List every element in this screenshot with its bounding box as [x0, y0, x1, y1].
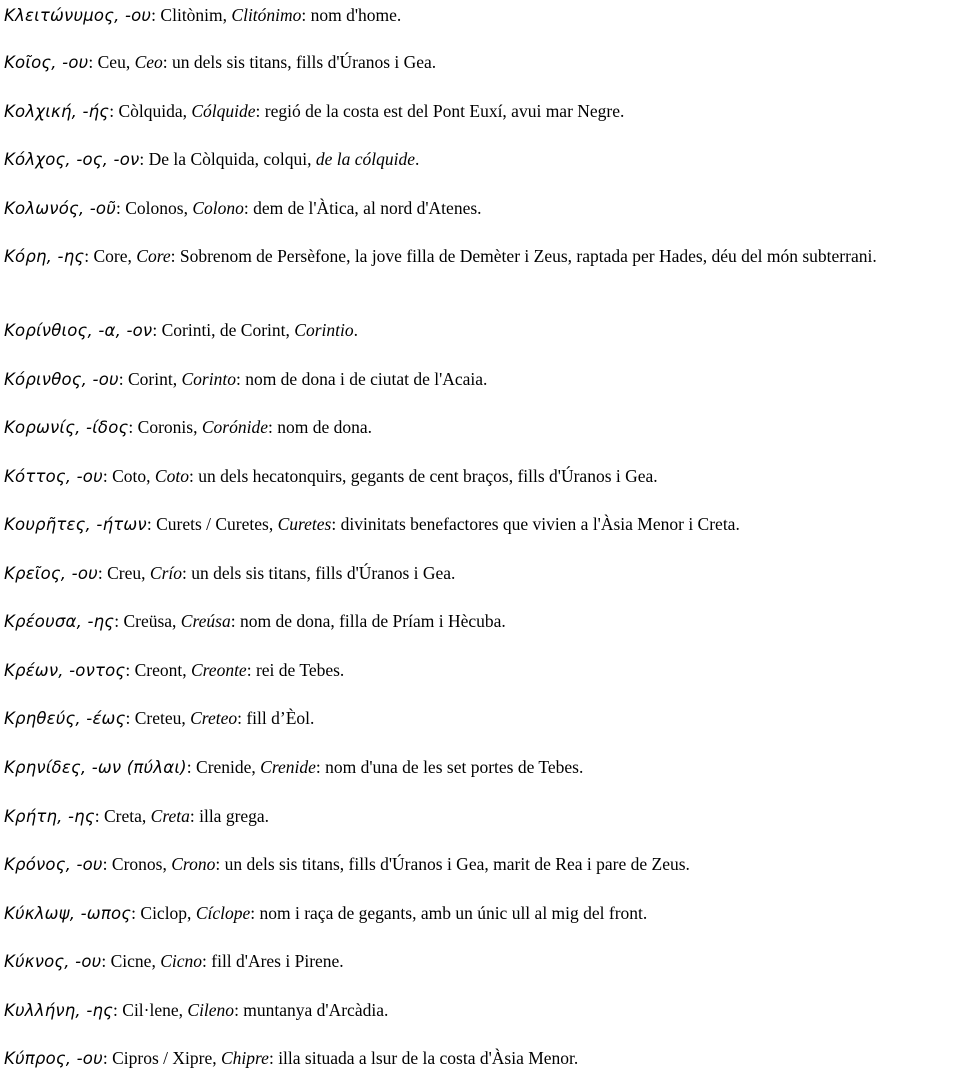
entry-definition: : un dels sis titans, fills d'Úranos i Gea, marit de Rea i pare de Zeus. [215, 854, 690, 874]
glossary-entry [4, 4, 958, 27]
glossary-entry [4, 659, 958, 682]
entry-spanish: Curetes [277, 514, 332, 534]
entry-separator: : [101, 951, 111, 971]
entry-separator: : [113, 1000, 123, 1020]
entry-catalan: Cipros / Xipre, [112, 1048, 221, 1068]
entry-spanish: Clitónimo [231, 5, 302, 25]
entry-spanish: Crío [149, 563, 183, 583]
entry-separator: : [152, 320, 162, 340]
entry-separator: : [125, 660, 135, 680]
entry-headword: Κρηνίδες, -ων (πύλαι) [4, 758, 187, 777]
entry-spanish: Cileno [187, 1000, 235, 1020]
entry-spanish: Crono [171, 854, 216, 874]
entry-headword: Κόττος, -ου [4, 467, 103, 486]
entry-definition: : nom d'home. [301, 5, 402, 25]
entry-definition: : rei de Tebes. [246, 660, 345, 680]
glossary-entry [4, 999, 958, 1022]
entry-definition: : illa grega. [189, 806, 270, 826]
glossary-entry [4, 100, 958, 123]
entry-headword: Κυλλήνη, -ης [4, 1001, 114, 1020]
entry-definition: : divinitats benefactores que vivien a l'Àsia Menor i Creta. [331, 514, 740, 534]
entry-catalan: Cicne, [110, 951, 161, 971]
glossary-entry [4, 197, 958, 220]
entry-catalan: Curets / Curetes, [156, 514, 278, 534]
entry-spanish: de la cólquide [315, 149, 415, 169]
entry-catalan: Ceu, [97, 52, 135, 72]
entry-separator: : [114, 611, 124, 631]
glossary-entry [4, 245, 958, 268]
entry-catalan: Creta, [103, 806, 151, 826]
entry-separator: : [146, 514, 157, 534]
entry-separator: : [109, 101, 119, 121]
glossary-entry [4, 756, 958, 779]
entry-definition: : fill d’Èol. [237, 708, 315, 728]
entry-separator: : [128, 417, 138, 437]
glossary-entry [4, 562, 958, 585]
entry-spanish: Core [136, 246, 171, 266]
glossary-entry [4, 610, 958, 633]
entry-definition: : un dels sis titans, fills d'Úranos i Gea. [182, 563, 456, 583]
entry-spanish: Creúsa [180, 611, 231, 631]
entry-separator: : [88, 52, 98, 72]
entry-definition: : nom d'una de les set portes de Tebes. [315, 757, 584, 777]
entry-catalan: Ciclop, [140, 903, 196, 923]
entry-separator: : [102, 1048, 113, 1068]
entry-definition: : nom i raça de gegants, amb un únic ull al mig del front. [250, 903, 648, 923]
entry-separator: : [118, 369, 128, 389]
entry-catalan: Clitònim, [160, 5, 232, 25]
entry-headword: Κόρινθος, -ου [4, 370, 119, 389]
entry-spanish: Corinto [181, 369, 236, 389]
entry-catalan: Creu, [107, 563, 150, 583]
glossary-entry [4, 1047, 958, 1070]
entry-catalan: Cil·lene, [122, 1000, 188, 1020]
entry-separator: : [97, 563, 108, 583]
glossary-entry [4, 513, 958, 536]
entry-headword: Κύκλωψ, -ωπος [4, 904, 132, 923]
entry-spanish: Chipre [220, 1048, 269, 1068]
entry-catalan: Core, [93, 246, 137, 266]
entry-definition: : regió de la costa est del Pont Euxí, avui mar Negre. [255, 101, 625, 121]
entry-separator: : [94, 806, 104, 826]
entry-catalan: Creüsa, [123, 611, 181, 631]
entry-spanish: Creta [150, 806, 190, 826]
entry-headword: Κρήτη, -ης [4, 807, 95, 826]
entry-definition: : fill d'Ares i Pirene. [202, 951, 344, 971]
entry-definition: : un dels hecatonquirs, gegants de cent braços, fills d'Úranos i Gea. [188, 466, 658, 486]
entry-definition: : nom de dona, filla de Príam i Hècuba. [230, 611, 506, 631]
entry-separator: : [125, 708, 135, 728]
entry-separator: : [131, 903, 141, 923]
entry-separator: : [102, 854, 112, 874]
entry-spanish: Cicno [160, 951, 203, 971]
entry-catalan: Coto, [112, 466, 155, 486]
entry-catalan: Corinti, de Corint, [161, 320, 295, 340]
entry-definition: : Sobrenom de Persèfone, la jove filla de Demèter i Zeus, raptada per Hades, déu del món subterrani. [170, 246, 877, 266]
entry-headword: Κουρῆτες, -ήτων [4, 515, 147, 534]
glossary-entry [4, 319, 958, 342]
entry-separator: : [139, 149, 149, 169]
entry-definition: : nom de dona i de ciutat de l'Acaia. [235, 369, 488, 389]
entry-spanish: Cíclope [195, 903, 251, 923]
glossary-entry [4, 805, 958, 828]
entry-catalan: De la Còlquida, colqui, [148, 149, 316, 169]
entry-catalan: Coronis, [137, 417, 202, 437]
entry-definition: : illa situada a lsur de la costa d'Àsia Menor. [268, 1048, 579, 1068]
entry-separator: : [115, 198, 126, 218]
entry-headword: Κρόνος, -ου [4, 855, 103, 874]
entry-definition: : un dels sis titans, fills d'Úranos i Gea. [162, 52, 437, 72]
entry-headword: Κλειτώνυμος, -ου [4, 6, 152, 25]
glossary-entry [4, 148, 958, 171]
entry-definition: : muntanya d'Arcàdia. [234, 1000, 389, 1020]
glossary-entry [4, 465, 958, 488]
entry-headword: Κολχική, -ής [4, 102, 110, 121]
entry-headword: Κόρη, -ης [4, 247, 85, 266]
entry-headword: Κρηθεύς, -έως [4, 709, 126, 728]
entry-catalan: Colonos, [125, 198, 193, 218]
entry-headword: Κορωνίς, -ίδος [4, 418, 129, 437]
entry-definition: : nom de dona. [267, 417, 372, 437]
glossary-entry [4, 950, 958, 973]
entry-spanish: Corónide [201, 417, 268, 437]
entry-catalan: Creteu, [134, 708, 191, 728]
entry-definition: . [415, 149, 420, 169]
entry-spanish: Creteo [190, 708, 238, 728]
entry-separator: : [84, 246, 94, 266]
entry-headword: Κοῖος, -ου [4, 53, 89, 72]
glossary-entry [4, 368, 958, 391]
entry-spanish: Creonte [190, 660, 247, 680]
entry-catalan: Creont, [134, 660, 191, 680]
entry-catalan: Cronos, [111, 854, 172, 874]
entry-definition: . [353, 320, 358, 340]
entry-catalan: Còlquida, [118, 101, 192, 121]
entry-catalan: Corint, [128, 369, 182, 389]
entry-definition: : dem de l'Àtica, al nord d'Atenes. [243, 198, 482, 218]
glossary-entry [4, 902, 958, 925]
entry-separator: : [151, 5, 161, 25]
entry-headword: Κρεῖος, -ου [4, 564, 98, 583]
entry-headword: Κρέων, -οντος [4, 661, 126, 680]
entry-headword: Κύκνος, -ου [4, 952, 102, 971]
entry-spanish: Colono [192, 198, 244, 218]
glossary-entry [4, 416, 958, 439]
entry-separator: : [186, 757, 197, 777]
entry-headword: Κορίνθιος, -α, -ον [4, 321, 153, 340]
entry-spanish: Corintio [294, 320, 354, 340]
entry-spanish: Coto [154, 466, 189, 486]
entry-catalan: Crenide, [196, 757, 261, 777]
glossary-entry [4, 853, 958, 876]
entry-headword: Κόλχος, -ος, -ον [4, 150, 140, 169]
entry-headword: Κύπρος, -ου [4, 1049, 103, 1068]
entry-spanish: Crenide [260, 757, 316, 777]
entry-headword: Κρέουσα, -ης [4, 612, 115, 631]
entry-separator: : [102, 466, 113, 486]
entry-spanish: Ceo [134, 52, 163, 72]
glossary-entry [4, 51, 958, 74]
entry-headword: Κολωνός, -οῦ [4, 199, 116, 218]
entry-spanish: Cólquide [191, 101, 256, 121]
glossary-entry [4, 707, 958, 730]
